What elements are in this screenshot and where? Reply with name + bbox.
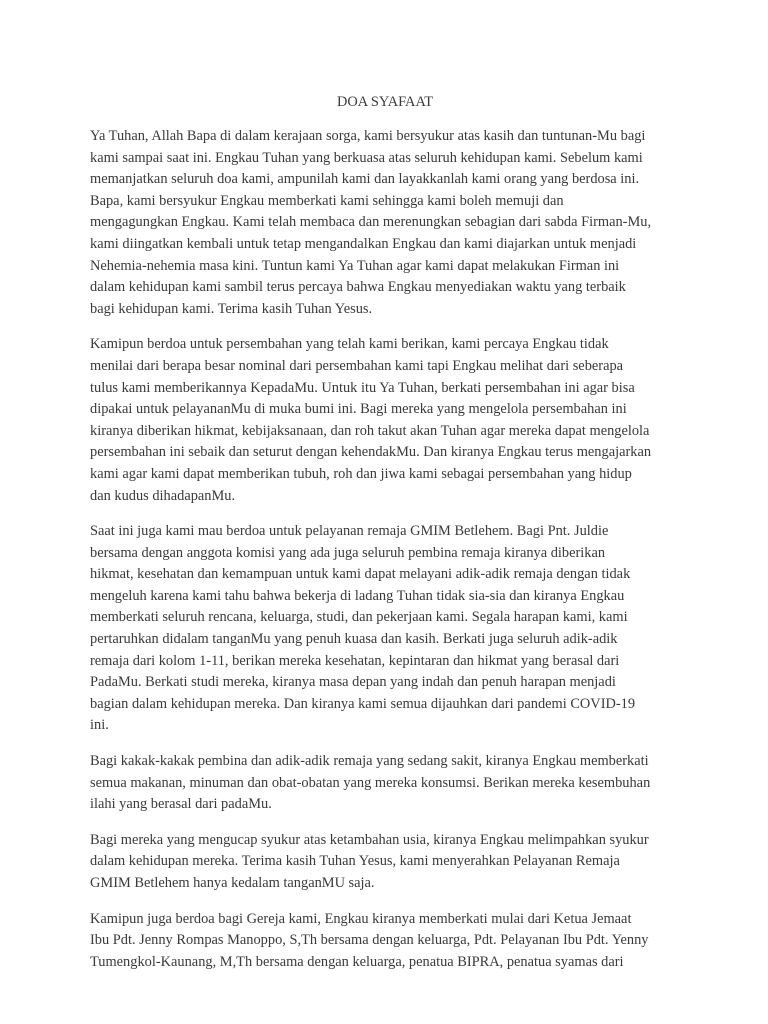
text-line: Tumengkol-Kaunang, M,Th bersama dengan keluarga, penatua BIPRA, penatua syamas dari — [90, 953, 624, 970]
text-line: kami diingatkan kembali untuk tetap mengandalkan Engkau dan kami diajarkan untuk menjadi — [90, 235, 637, 252]
document-body — [90, 126, 676, 987]
text-line: ini. — [90, 717, 109, 734]
text-line: kami sampai saat ini. Engkau Tuhan yang berkuasa atas seluruh kehidupan kami. Sebelum kami — [90, 149, 643, 166]
text-line: bagian dalam kehidupan mereka. Dan kiranya kami semua dijauhkan dari pandemi COVID-19 — [90, 695, 636, 712]
text-line: bersama dengan anggota komisi yang ada juga seluruh pembina remaja kiranya diberikan — [90, 544, 606, 561]
text-line: semua makanan, minuman dan obat-obatan yang mereka konsumsi. Berikan mereka kesembuhan — [90, 774, 651, 791]
text-line: dipakai untuk pelayananMu di muka bumi ini. Bagi mereka yang mengelola persembahan ini — [90, 401, 627, 418]
text-line: PadaMu. Berkati studi mereka, kiranya masa depan yang indah dan penuh harapan menjadi — [90, 674, 616, 691]
paragraph — [90, 334, 676, 507]
paragraph — [90, 126, 676, 320]
text-line: dan kudus dihadapanMu. — [90, 487, 236, 504]
text-line: dalam kehidupan kami sambil terus percaya bahwa Engkau menyediakan waktu yang terbaik — [90, 279, 626, 296]
paragraph — [90, 521, 676, 737]
paragraph — [90, 830, 676, 895]
text-line: mengagungkan Engkau. Kami telah membaca dan merenungkan sebagian dari sabda Firman-Mu, — [90, 214, 652, 231]
text-line: kami agar kami dapat memberikan tubuh, roh dan jiwa kami sebagai persembahan yang hidup — [90, 465, 632, 482]
text-line: Saat ini juga kami mau berdoa untuk pelayanan remaja GMIM Betlehem. Bagi Pnt. Juldie — [90, 523, 609, 540]
document-title: DOA SYAFAAT — [336, 94, 434, 110]
text-line: Bapa, kami bersyukur Engkau memberkati kami sehingga kami boleh memuji dan — [90, 192, 564, 209]
text-line: GMIM Betlehem hanya kedalam tanganMU saja. — [90, 875, 375, 891]
paragraph — [90, 751, 676, 816]
text-line: kiranya diberikan hikmat, kebijaksanaan, dan roh takut akan Tuhan agar mereka dapat mengelola — [90, 422, 650, 439]
text-line: Ya Tuhan, Allah Bapa di dalam kerajaan sorga, kami bersyukur atas kasih dan tuntunan-Mu bagi — [90, 128, 646, 144]
text-line: Kamipun berdoa untuk persembahan yang telah kami berikan, kami percaya Engkau tidak — [90, 336, 609, 353]
text-line: pertaruhkan didalam tanganMu yang penuh kuasa dan kasih. Berkati juga seluruh adik-adik — [90, 631, 618, 648]
text-line: memberkati seluruh rencana, keluarga, studi, dan pekerjaan kami. Segala harapan kami, kami — [90, 609, 628, 626]
paragraph — [90, 909, 676, 974]
text-line: mengeluh karena kami tahu bahwa bekerja di ladang Tuhan tidak sia-sia dan kiranya Engkau — [90, 587, 625, 604]
text-line: memanjatkan seluruh doa kami, ampunilah kami dan layakkanlah kami orang yang berdosa ini. — [90, 171, 640, 188]
text-line: Kamipun juga berdoa bagi Gereja kami, Engkau kiranya memberkati mulai dari Ketua Jemaat — [90, 910, 632, 927]
text-line: remaja dari kolom 1-11, berikan mereka kesehatan, kepintaran dan hikmat yang berasal dari — [90, 652, 620, 669]
text-line: Bagi kakak-kakak pembina dan adik-adik remaja yang sedang sakit, kiranya Engkau memberkati — [90, 753, 649, 770]
text-line: Bagi mereka yang mengucap syukur atas ketambahan usia, kiranya Engkau melimpahkan syukur — [90, 831, 649, 848]
text-line: bagi kehidupan kami. Terima kasih Tuhan Yesus. — [90, 300, 373, 317]
text-line: menilai dari berapa besar nominal dari persembahan kami tapi Engkau melihat dari seberapa — [90, 357, 624, 374]
text-line: Nehemia-nehemia masa kini. Tuntun kami Ya Tuhan agar kami dapat melakukan Firman ini — [90, 257, 620, 274]
text-line: ilahi yang berasal dari padaMu. — [90, 796, 272, 813]
text-line: Ibu Pdt. Jenny Rompas Manoppo, S,Th bersama dengan keluarga, Pdt. Pelayanan Ibu Pdt. Yenny — [90, 932, 649, 949]
text-line: dalam kehidupan mereka. Terima kasih Tuhan Yesus, kami menyerahkan Pelayanan Remaja — [90, 853, 620, 870]
text-line: tulus kami memberikannya KepadaMu. Untuk itu Ya Tuhan, berkati persembahan ini agar bisa — [90, 379, 635, 396]
text-line: hikmat, kesehatan dan kemampuan untuk kami dapat melayani adik-adik remaja dengan tidak — [90, 566, 631, 583]
text-line: persembahan ini sebaik dan seturut dengan kehendakMu. Dan kiranya Engkau terus mengajarkan — [90, 444, 652, 461]
